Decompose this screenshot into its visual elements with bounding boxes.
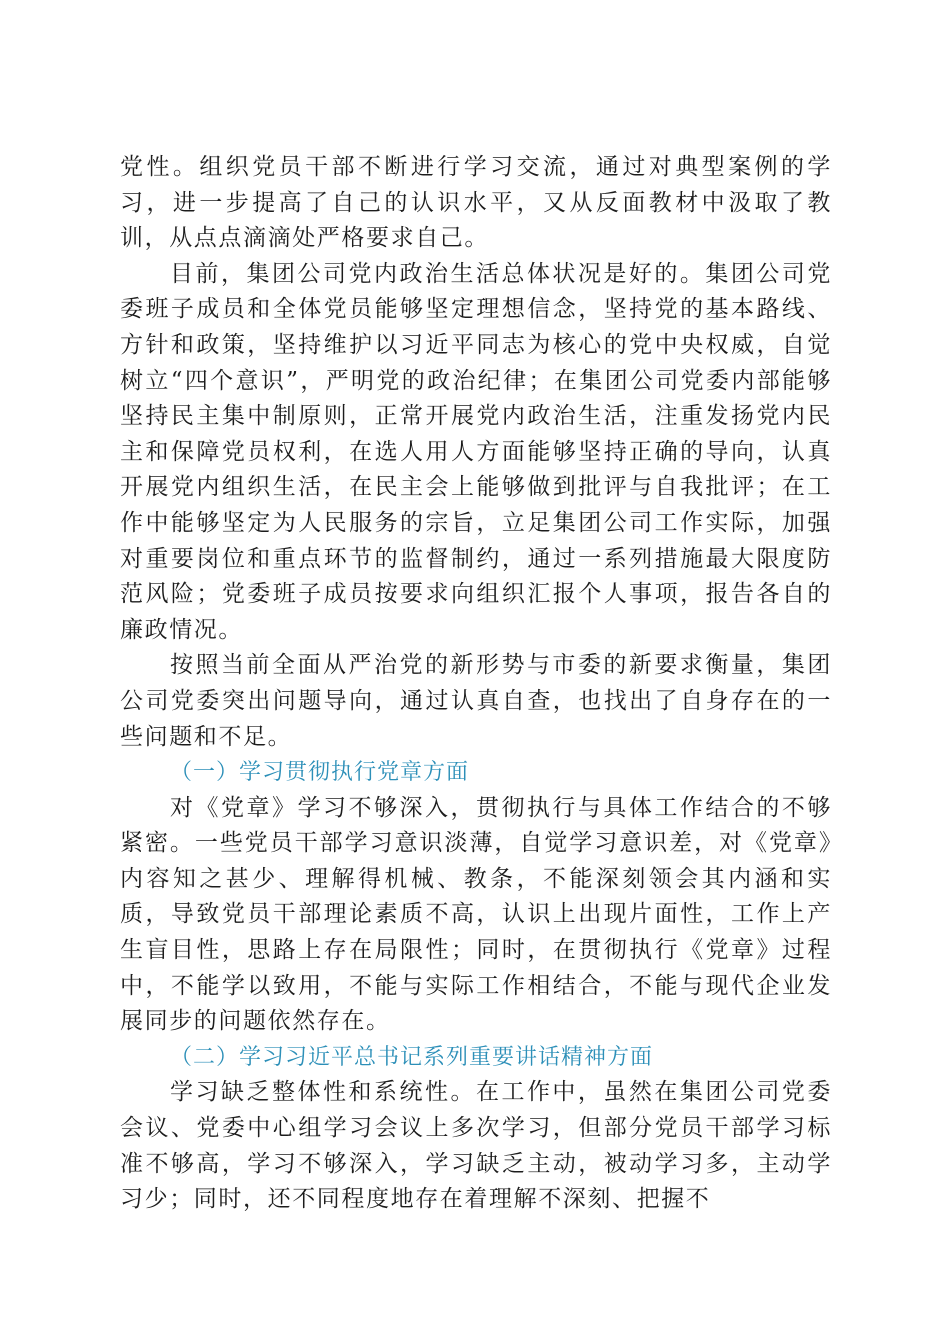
paragraph-continuation: 党性。组织党员干部不断进行学习交流，通过对典型案例的学习，进一步提高了自己的认识水平，又从反面教材中汲取了教训，从点点滴滴处严格要求自己。	[120, 154, 832, 252]
paragraph-overall-status: 目前，集团公司党内政治生活总体状况是好的。集团公司党委班子成员和全体党员能够坚定理想信念，坚持党的基本路线、方针和政策，坚持维护以习近平同志为核心的党中央权威，自觉树立“四个意识”，严明党的政治纪律；在集团公司党委内部能够坚持民主集中制原则，正常开展党内政治生活，注重发扬党内民主和保障党员权利，在选人用人方面能够坚持正确的导向，认真开展党内组织生活，在民主会上能够做到批评与自我批评；在工作中能够坚定为人民服务的宗旨，立足集团公司工作实际，加强对重要岗位和重点环节的监督制约，通过一系列措施最大限度防范风险；党委班子成员按要求向组织汇报个人事项，报告各自的廉政情况。	[120, 260, 832, 643]
section-heading-speeches: （二）学习习近平总书记系列重要讲话精神方面	[170, 1044, 654, 1070]
document-body	[120, 150, 832, 1218]
paragraph-party-constitution: 对《党章》学习不够深入，贯彻执行与具体工作结合的不够紧密。一些党员干部学习意识淡薄，自觉学习意识差，对《党章》内容知之甚少、理解得机械、教条，不能深刻领会其内涵和实质，导致党员干部理论素质不高，认识上出现片面性，工作上产生盲目性，思路上存在局限性；同时，在贯彻执行《党章》过程中，不能学以致用，不能与实际工作相结合，不能与现代企业发展同步的问题依然存在。	[120, 794, 832, 1035]
paragraph-speeches: 学习缺乏整体性和系统性。在工作中，虽然在集团公司党委会议、党委中心组学习会议上多次学习，但部分党员干部学习标准不够高，学习不够深入，学习缺乏主动，被动学习多，主动学习少；同时，还不同程度地存在着理解不深刻、把握不	[120, 1079, 832, 1213]
section-heading-party-constitution: （一）学习贯彻执行党章方面	[170, 760, 470, 786]
paragraph-problems-intro: 按照当前全面从严治党的新形势与市委的新要求衡量，集团公司党委突出问题导向，通过认真自查，也找出了自身存在的一些问题和不足。	[120, 652, 832, 750]
